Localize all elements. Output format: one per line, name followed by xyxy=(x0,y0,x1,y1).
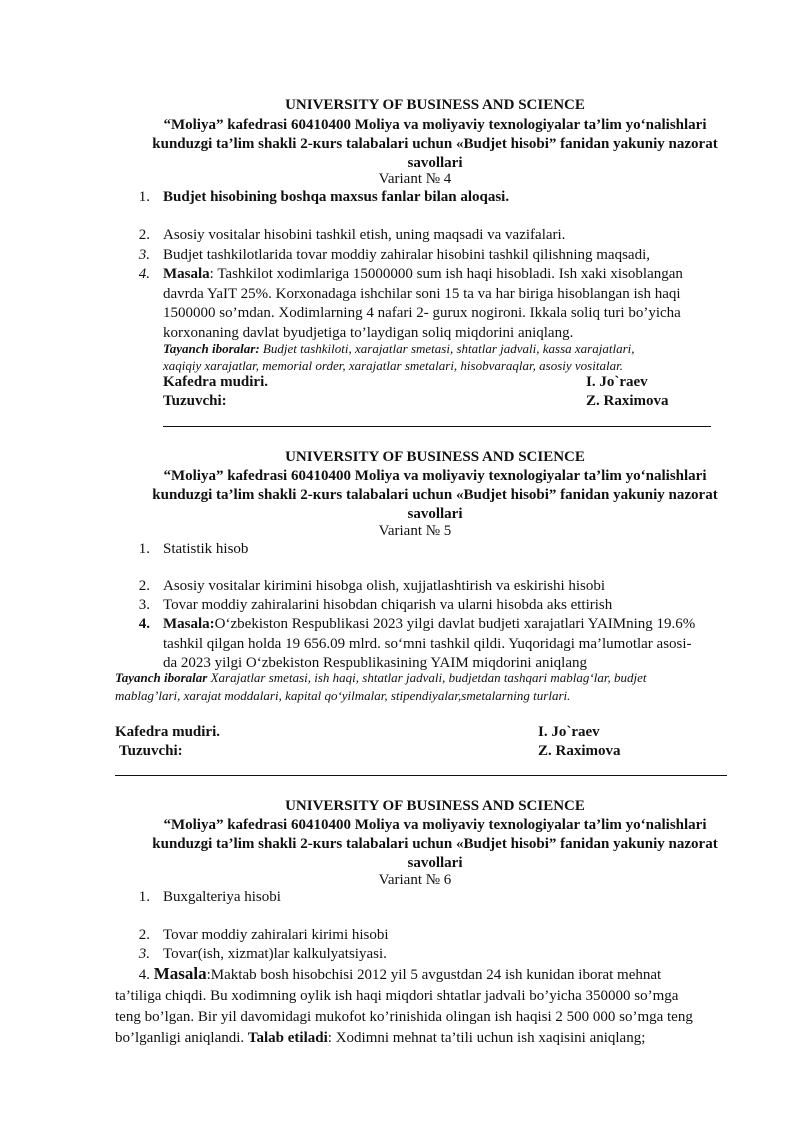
university-title: UNIVERSITY OF BUSINESS AND SCIENCE xyxy=(285,449,585,465)
keywords xyxy=(115,669,646,705)
question-number: 1. xyxy=(138,189,150,205)
head-of-department-name: I. Jo`raev xyxy=(538,724,600,740)
question-number: 1. xyxy=(138,889,150,905)
keywords xyxy=(163,340,635,374)
course-line: kunduzgi ta’lim shakli 2-кurs talabalari uchun «Budjet hisobi” fanidan yakuniy nazorat xyxy=(152,136,718,152)
head-of-department-label: Kafedra mudiri. xyxy=(163,374,268,390)
masala-text: O‘zbekiston Respublikasi 2023 yilgi davlat budjeti xarajatlari YAIMning 19.6% xyxy=(214,616,696,632)
question-text: Budjet hisobining boshqa maxsus fanlar bilan aloqasi. xyxy=(163,189,510,205)
head-of-department-label: Kafedra mudiri. xyxy=(115,724,220,740)
keywords-text: Xarajatlar smetasi, ish haqi, shtatlar jadvali, budjetdan tashqari mablag‘lar, budjet xyxy=(207,670,647,685)
keywords-label: Tayanch iboralar: xyxy=(163,341,260,356)
question-number: 3. xyxy=(138,597,150,613)
department-line: “Moliya” kafedrasi 60410400 Moliya va moliyaviy texnologiyalar ta’lim yo‘nalishlari xyxy=(163,468,707,484)
separator-line xyxy=(163,426,711,427)
question-4 xyxy=(115,963,693,1049)
question-text: Tovar(ish, xizmat)lar kalkulyatsiyasi. xyxy=(163,946,387,962)
question-number: 2. xyxy=(138,227,150,243)
masala-text: ta’tiliga chiqdi. Bu xodimning oylik ish haqi miqdori shtatlar jadvali bo’yicha 350000 so’mga xyxy=(115,988,679,1004)
masala-text: teng bo’lgan. Bir yil davomidagi mukofot ko’rinishida olingan ish haqisi 2 500 000 so’mga teng xyxy=(115,1009,693,1025)
question-number: 3. xyxy=(138,946,150,962)
question-number: 1. xyxy=(138,541,150,557)
variant-number: Variant № 5 xyxy=(378,523,452,539)
masala-text: davrda YaIT 25%. Korxonadaga ishchilar soni 15 ta va har biriga hisoblangan ish haqi xyxy=(163,285,681,302)
separator-line xyxy=(115,775,727,776)
masala-text: :Maktab bosh hisobchisi 2012 yil 5 avgustdan 24 ish kunidan iborat mehnat xyxy=(206,967,662,983)
question-text: Tovar moddiy zahiralari kirimi hisobi xyxy=(163,927,389,943)
masala-text: tashkil qilgan holda 19 656.09 mlrd. so‘mni tashkil qildi. Yuqoridagi ma’lumotlar asosi- xyxy=(163,635,692,652)
author-name: Z. Raximova xyxy=(538,743,621,759)
question-number: 4. xyxy=(138,266,150,282)
keywords-text: Budjet tashkiloti, xarajatlar smetasi, shtatlar jadvali, kassa xarajatlari, xyxy=(259,341,635,356)
question-text: Buxgalteriya hisobi xyxy=(163,889,281,905)
variant-number: Variant № 6 xyxy=(378,872,452,888)
question-text: Tovar moddiy zahiralarini hisobdan chiqarish va ularni hisobda aks ettirish xyxy=(163,597,613,613)
masala-text: : Xodimni mehnat ta’tili uchun ish xaqisini aniqlang; xyxy=(327,1030,646,1046)
head-of-department-name: I. Jo`raev xyxy=(586,374,648,390)
keywords-label: Tayanch iboralar xyxy=(115,670,208,685)
question-number: 2. xyxy=(138,578,150,594)
question-text: Budjet tashkilotlarida tovar moddiy zahiralar hisobini tashkil qilishning maqsadi, xyxy=(163,247,651,263)
course-line: kunduzgi ta’lim shakli 2-кurs talabalari uchun «Budjet hisobi” fanidan yakuniy nazorat xyxy=(152,487,718,503)
university-title: UNIVERSITY OF BUSINESS AND SCIENCE xyxy=(285,97,585,113)
masala-text: bo’lganligi aniqlandi. xyxy=(115,1030,248,1046)
department-line: “Moliya” kafedrasi 60410400 Moliya va moliyaviy texnologiyalar ta’lim yo‘nalishlari xyxy=(163,117,707,133)
masala-label: Masala: xyxy=(163,616,215,632)
author-label: Tuzuvchi: xyxy=(119,743,183,759)
header-line-3: savollari xyxy=(407,855,463,871)
question-text: Asosiy vositalar hisobini tashkil etish, uning maqsadi va vazifalari. xyxy=(163,227,566,243)
university-title: UNIVERSITY OF BUSINESS AND SCIENCE xyxy=(285,798,585,814)
author-label: Tuzuvchi: xyxy=(163,393,227,409)
requirement-label: Talab etiladi xyxy=(247,1030,328,1046)
masala-label: Masala xyxy=(163,266,210,282)
masala-label: Masala xyxy=(153,964,207,983)
masala-text: da 2023 yilgi O‘zbekiston Respublikasining YAIM miqdorini aniqlang xyxy=(163,655,587,671)
question-number: 4. xyxy=(138,616,150,632)
department-line: “Moliya” kafedrasi 60410400 Moliya va moliyaviy texnologiyalar ta’lim yo‘nalishlari xyxy=(163,817,707,833)
keywords-text: mablag’lari, xarajat moddalari, kapital qo‘yilmalar, stipendiyalar,smetalarning turlari. xyxy=(115,688,571,703)
course-line: kunduzgi ta’lim shakli 2-кurs talabalari uchun «Budjet hisobi” fanidan yakuniy nazorat xyxy=(152,836,718,852)
question-number: 4. xyxy=(138,967,150,983)
question-text: Statistik hisob xyxy=(163,541,249,557)
author-name: Z. Raximova xyxy=(586,393,669,409)
header-line-3: savollari xyxy=(407,155,463,171)
header-line-3: savollari xyxy=(407,506,463,522)
variant-number: Variant № 4 xyxy=(378,171,452,187)
question-text: Asosiy vositalar kirimini hisobga olish, xujjatlashtirish va eskirishi hisobi xyxy=(163,578,606,594)
question-number: 3. xyxy=(138,247,150,263)
question-number: 2. xyxy=(138,927,150,943)
keywords-text: xaqiqiy xarajatlar, memorial order, xarajatlar smetalari, hisobvaraqlar, asosiy vositalar. xyxy=(163,358,623,373)
masala-text: 1500000 so’mdan. Xodimlarning 4 nafari 2- gurux nogironi. Ikkala soliq turi bo’yicha xyxy=(163,305,681,321)
masala-text: korxonaning davlat byudjetiga to’laydigan soliq miqdorini aniqlang. xyxy=(163,324,574,341)
masala-text: : Tashkilot xodimlariga 15000000 sum ish haqi hisobladi. Ish xaki xisoblangan xyxy=(209,266,683,282)
